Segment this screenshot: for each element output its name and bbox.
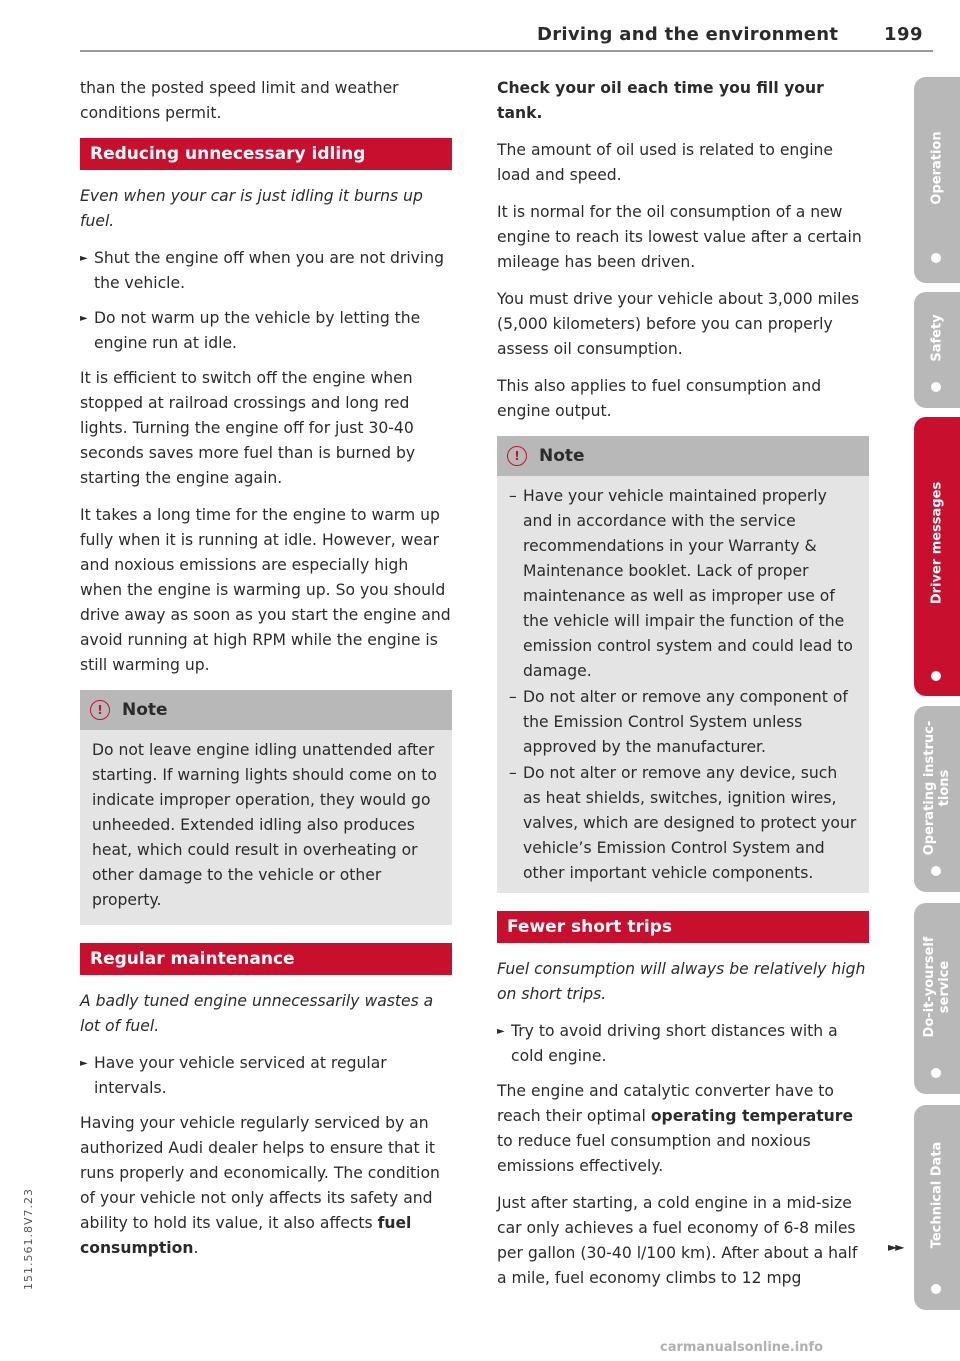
note-item-text: Do not alter or remove any device, such as heat shields, switches, ignition wires, valves, which are designed to protect your vehicle’s Emission Control System and other important vehicle components. (523, 764, 857, 882)
tab-technical-data[interactable] (914, 1105, 960, 1310)
short-trips-paragraph-2: Just after starting, a cold engine in a mid-size car only achieves a fuel economy of 6-8 miles per gallon (30-40 l/100 km). After about a half a mile, fuel economy climbs to 12 mpg (497, 1194, 858, 1287)
maintenance-paragraph (80, 1111, 452, 1261)
tab-label-line: Safety (929, 314, 945, 363)
tab-label-line: Do-it-yourself (922, 936, 937, 1038)
tab-do-it-yourself-service[interactable] (914, 903, 960, 1094)
short-trips-bold-term: operating temperature (650, 1107, 854, 1125)
left-column (80, 76, 452, 1273)
bullet-arrow-icon: ► (497, 1026, 505, 1037)
short-trips-bullet (497, 1019, 869, 1069)
note-body (497, 476, 869, 893)
short-trips-intro: Fuel consumption will always be relatively high on short trips. (497, 960, 866, 1003)
oil-paragraph-3: You must drive your vehicle about 3,000 miles (5,000 kilometers) before you can properly assess oil consumption. (497, 290, 860, 358)
bullet-arrow-icon: ► (80, 313, 88, 324)
header-divider (80, 50, 933, 52)
short-trips-paragraph-1 (497, 1079, 869, 1179)
tab-label (930, 1142, 945, 1249)
dash-mark: – (509, 688, 517, 706)
oil-paragraph-2: It is normal for the oil consumption of a new engine to reach its lowest value after a certain mileage has been driven. (497, 203, 862, 271)
tab-dot (931, 671, 941, 681)
bullet-text: Shut the engine off when you are not driving the vehicle. (94, 249, 444, 292)
bullet-text: Have your vehicle serviced at regular intervals. (94, 1054, 387, 1097)
watermark: carmanualsonline.info (660, 1340, 824, 1355)
note-list-item (509, 484, 857, 684)
note-list-item (509, 685, 857, 760)
maintenance-text-end: . (193, 1239, 199, 1257)
section-heading-short-trips: Fewer short trips (497, 911, 869, 943)
idling-bullet-1 (80, 246, 452, 296)
note-item-text: Do not alter or remove any component of the Emission Control System unless approved by the manufacturer. (523, 688, 848, 756)
exclamation-circle-icon: ! (507, 446, 527, 466)
note-item-text: Have your vehicle maintained properly and in accordance with the service recommendations in your Warranty & Maintenance booklet. Lack of proper maintenance as well as improper use of the vehicle will impair the function of the emission control system and could lead to damage. (523, 487, 853, 680)
idling-intro: Even when your car is just idling it burns up fuel. (80, 187, 423, 230)
note-box-idling (80, 690, 452, 925)
note-body (80, 730, 452, 925)
maintenance-intro: A badly tuned engine unnecessarily wastes a lot of fuel. (80, 992, 434, 1035)
tab-label-line: Technical Data (929, 1141, 945, 1249)
tab-dot (931, 382, 941, 392)
continuation-paragraph: than the posted speed limit and weather conditions permit. (80, 79, 399, 122)
idling-paragraph-1: It is efficient to switch off the engine when stopped at railroad crossings and long red lights. Turning the engine off for just 30-40 seconds saves more fuel than is burned by starting the engine again. (80, 369, 416, 487)
bullet-text: Do not warm up the vehicle by letting the engine run at idle. (94, 309, 421, 352)
tab-dot (931, 1284, 941, 1294)
tab-label (922, 937, 952, 1038)
oil-paragraph-1: The amount of oil used is related to engine load and speed. (497, 141, 834, 184)
dash-mark: – (509, 764, 517, 782)
tab-label (922, 721, 952, 856)
tab-label-line: Driver messages (929, 481, 945, 604)
tab-label (930, 315, 945, 362)
tab-dot (931, 253, 941, 263)
maintenance-bold-term: fuel consumption (80, 1214, 412, 1257)
tab-operation[interactable] (914, 77, 960, 283)
maintenance-text: Having your vehicle regularly serviced by an authorized Audi dealer helps to ensure that it runs properly and economically. The condition of your vehicle not only affects its safety and ability to hold its value, it also affects (80, 1114, 440, 1232)
section-heading-idling: Reducing unnecessary idling (80, 138, 452, 170)
tab-operating-instructions[interactable] (914, 706, 960, 892)
dash-mark: – (509, 487, 517, 505)
tab-label (930, 131, 945, 204)
tab-driver-messages[interactable] (914, 417, 960, 696)
note-header (80, 690, 452, 730)
short-trips-text-end: to reduce fuel consumption and noxious emissions effectively. (497, 1132, 811, 1175)
tab-dot (931, 866, 941, 876)
idling-bullet-2 (80, 306, 452, 356)
tab-label-line: Operation (929, 131, 945, 205)
section-heading-maintenance: Regular maintenance (80, 943, 452, 975)
note-list-item (509, 761, 857, 886)
continue-arrow-icon: ►► (888, 1240, 903, 1254)
tab-label-line: Operating instruc- (922, 720, 937, 856)
tab-label (930, 481, 945, 603)
note-label: Note (122, 700, 168, 720)
bullet-arrow-icon: ► (80, 1058, 88, 1069)
note-header (497, 436, 869, 476)
maintenance-bullet (80, 1051, 452, 1101)
tab-label-line: tions (937, 769, 952, 807)
running-header-title: Driving and the environment (537, 24, 839, 45)
idling-paragraph-2: It takes a long time for the engine to warm up fully when it is running at idle. However, wear and noxious emissions are especially high when the engine is warming up. So you should drive away as soon as you start the engine and avoid running at high RPM while the engine is still warming up. (80, 506, 451, 674)
page-number: 199 (884, 24, 924, 45)
short-trips-text: The engine and catalytic converter have to reach their optimal (497, 1082, 834, 1125)
document-code: 151.561.8V7.23 (22, 1188, 35, 1290)
tab-label-line: service (937, 960, 952, 1014)
bullet-text: Try to avoid driving short distances with a cold engine. (511, 1022, 838, 1065)
note-text: Do not leave engine idling unattended after starting. If warning lights should come on to indicate improper operation, they would go unheeded. Extended idling also produces heat, which could result in overheating or other damage to the vehicle or other property. (92, 741, 437, 909)
tab-dot (931, 1068, 941, 1078)
exclamation-circle-icon: ! (90, 700, 110, 720)
right-column (497, 76, 869, 1303)
oil-lead: Check your oil each time you fill your tank. (497, 79, 824, 122)
oil-paragraph-4: This also applies to fuel consumption and engine output. (497, 377, 822, 420)
note-box-emissions (497, 436, 869, 893)
tab-safety[interactable] (914, 292, 960, 408)
bullet-arrow-icon: ► (80, 253, 88, 264)
note-label: Note (539, 446, 585, 466)
